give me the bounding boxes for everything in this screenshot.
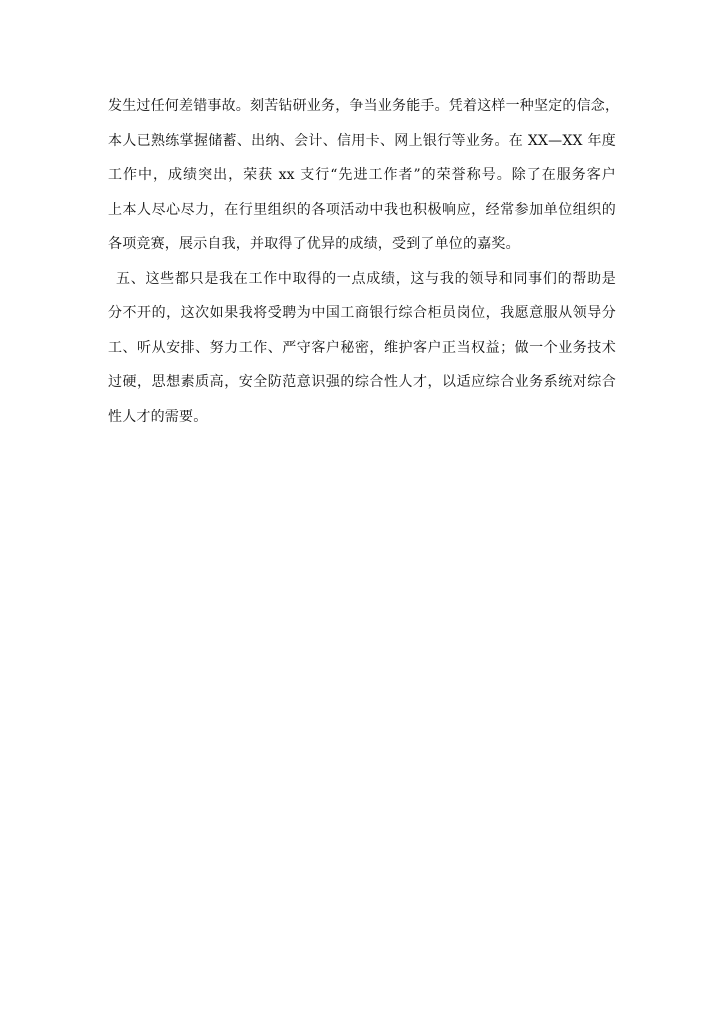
paragraph-1-line-5: 各项竞赛，展示自我，并取得了优异的成绩，受到了单位的嘉奖。: [108, 236, 520, 252]
paragraph-2-line-5: 性人才的需要。: [108, 408, 208, 425]
paragraph-2-line-4: 过硬，思想素质高，安全防范意识强的综合性人才，以适应综合业务系统对综合: [108, 374, 616, 390]
document-body: [108, 92, 620, 437]
paragraph-1-line-4: 上本人尽心尽力，在行里组织的各项活动中我也积极响应，经常参加单位组织的: [108, 201, 616, 218]
paragraph-1-line-3: 工作中，成绩突出，荣获 xx 支行“先进工作者”的荣誉称号。除了在服务客户: [108, 167, 616, 183]
paragraph-2-line-2: 分不开的，这次如果我将受聘为中国工商银行综合柜员岗位，我愿意服从领导分: [108, 305, 616, 321]
paragraph-1-line-2: 本人已熟练掌握储蓄、出纳、会计、信用卡、网上银行等业务。在 XX—XX 年度: [108, 132, 616, 149]
paragraph-2-line-1: 五、这些都只是我在工作中取得的一点成绩，这与我的领导和同事们的帮助是: [116, 270, 616, 287]
paragraph-2: [108, 265, 616, 438]
paragraph-1-line-1: 发生过任何差错事故。刻苦钻研业务，争当业务能手。凭着这样一种坚定的信念，: [108, 98, 620, 114]
paragraph-2-line-3: 工、听从安排、努力工作、严守客户秘密，维护客户正当权益；做一个业务技术: [108, 339, 616, 356]
paragraph-1: [108, 92, 620, 265]
